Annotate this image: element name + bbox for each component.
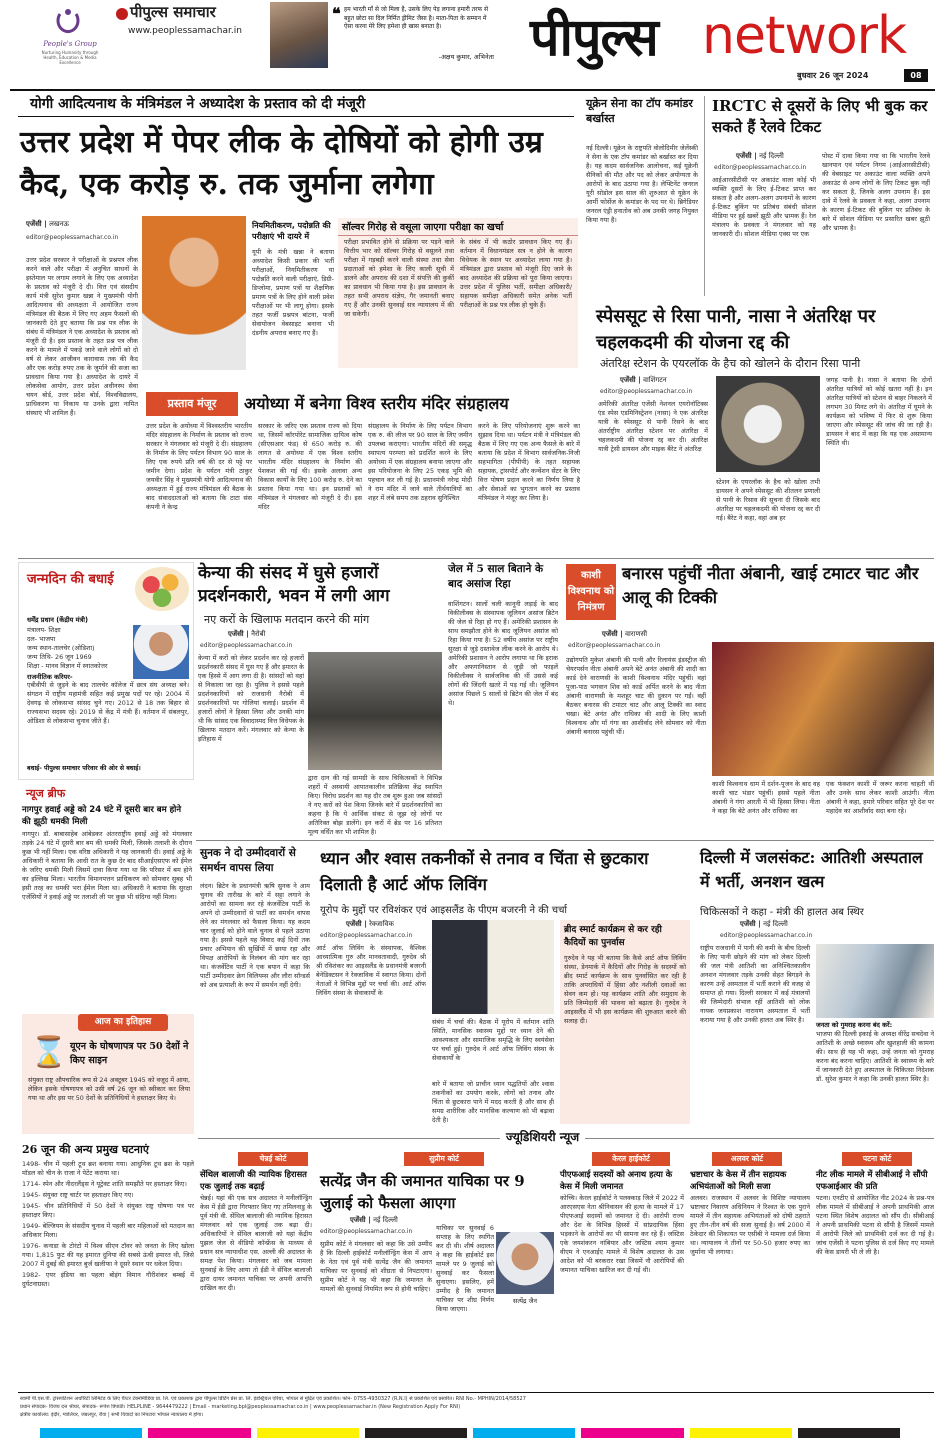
logo-network: network <box>702 6 907 66</box>
lead-city: लखनऊ <box>49 220 69 228</box>
ayodhya-label: प्रस्ताव मंजूर <box>146 392 238 416</box>
sc-body2: याचिका पर सुनवाई 6 सप्ताह के लिए स्थगित कर दी थी। शीर्ष अदालत ने कहा कि हाईकोर्ट इस मामले पर 9 जुलाई को सुनवाई कर फैसला सुनाएगा। इसलिए, हमें उम्मीद है कि जमानत याचिका पर शीघ्र निर्णय किया जाएगा। <box>436 1224 494 1313</box>
ambani-body: उद्योगपति मुकेश अंबानी की पत्नी और रिलायंस इंडस्ट्रीज की चेयरपर्सन नीता अंबानी अपने बेटे अनंत अंबानी की शादी का कार्ड देने वाराणसी के काशी विश्वनाथ मंदिर पहुंचीं। वहां पूजा-पाठ भगवान शिव को कार्ड अर्पित करने के बाद नीता अंबानी वाराणसी के मशहूर चाट की दुकान पर गईं। वहीं बैठकर बनारस की टमाटर चाट और आलू टिक्की का स्वाद चखा। बेटे अनंत और राधिका की शादी के लिए काशी विश्वनाथ और माँ गंगा का आशीर्वाद लेने सोमवार को नीता अंबानी बनारस पहुंची थीं। <box>566 656 706 736</box>
news-brief-headline: नागपुर हवाई अड्डे को 24 घंटे में दूसरी बार बम होने की झूठी धमकी मिली <box>22 805 182 827</box>
sc-email[interactable]: editor@peoplessamachar.co.in <box>320 1228 413 1235</box>
aol-col3: बारे में बताया जो प्राचीन ध्यान पद्धतियों और श्वास तकनीकों का उपयोग करके, लोगों को तनाव और चिंता से छुटकारा पाने में मदद करती है और साथ ही समग्र शारीरिक और मानसिक कल्याण को भी बढ़ावा देती है। <box>432 1080 554 1124</box>
birthday-title: जन्मदिन की बधाई <box>27 572 114 587</box>
ambani-label: काशी विश्वनाथ को निमंत्रण <box>566 564 616 620</box>
kenya-col2: द्वारा दान की गई सामग्री के साथ चिकित्सकों ने विभिन्न शहरों में अस्थायी आपातकालीन प्रतिक्रिया केंद्र स्थापित किए। विरोध प्रदर्शन का यह दौर तब शुरू हुआ जब सांसदों ने नए करों को पेश किया जिनके बारे में प्रदर्शनकारियों का कहना है कि ये आर्थिक संकट से जूझ रहे लोगों पर अतिरिक्त बोझ डालेंगे। इन करों में ब्रेड पर 16 प्रतिशत मूल्य वर्धित कर भी शामिल है। <box>308 774 442 836</box>
byline-separator: | <box>638 376 644 384</box>
patna-label: पटना कोर्ट <box>842 1152 912 1166</box>
delhi-byline <box>740 920 788 929</box>
solver-box-head: सॉल्वर गिरोह से वसूला जाएगा परीक्षा का खर्चा <box>338 218 578 236</box>
kenya-email[interactable]: editor@peoplessamachar.co.in <box>200 642 293 649</box>
footer-rule <box>18 1392 934 1393</box>
footer-line3: क्षेत्रीय कार्यालय: इंदौर, ग्वालियर, जबलपुर, रीवा | सभी विवादों का निपटारा भोपाल न्यायालय में होगा। <box>20 1412 204 1418</box>
ayodhya-headline: अयोध्या में बनेगा विश्व स्तरीय मंदिर संग्रहालय <box>244 394 509 413</box>
ukraine-headline: यूक्रेन सेना का टॉप कमांडर बर्खास्त <box>586 97 693 125</box>
spacex-col1: अमेरिकी अंतरिक्ष एजेंसी नेशनल एयरोनॉटिक्स एंड स्पेस एडमिनिस्ट्रेशन (नासा) ने एक अंतरिक्ष यात्री के स्पेससूट से पानी रिसने के बाद अंतर्राष्ट्रीय अंतरिक्ष स्टेशन पर अंतरिक्ष में चहलकदमी की योजना रद्द कर दी। अंतरिक्ष यात्री ट्रेसी डायसन और माइक बैरेट ने अंतरिक्ष <box>598 400 708 453</box>
pradhan-photo <box>133 625 189 679</box>
alwar-label: अलवर कोर्ट <box>712 1152 782 1166</box>
history-event: 1949- बेल्जियम के संसदीय चुनाव में पहली बार महिलाओं को मतदान का अधिकार मिला। <box>22 1222 194 1239</box>
kicker-rule <box>18 116 574 117</box>
quote-mark: ❝ <box>332 4 341 23</box>
group-tagline: Nurturing Humanity through Health, Education & Media Excellence <box>41 50 99 65</box>
history-box <box>22 1014 194 1134</box>
irctc-email[interactable]: editor@peoplessamachar.co.in <box>714 164 807 171</box>
delhi-col2: भाजपा की दिल्ली इकाई के अध्यक्ष वीरेंद्र सचदेवा ने आतिशी के अच्छे स्वास्थ्य और खुशहाली की कामना की। साथ ही यह भी कहा, उन्हें जनता को गुमराह करना बंद करना चाहिए। आतिशी के स्वास्थ्य के बारे में जानकारी देते हुए अस्पताल के चिकित्सा निदेशक डॉ. सुरेश कुमार ने कहा कि उनकी हालत स्थिर है। <box>816 1030 934 1083</box>
birthday-footer: बधाई- पीपुल्स समाचार परिवार की ओर से बधाई। <box>27 765 141 772</box>
news-brief-body: नागपुर। डॉ. बाबासाहेब आंबेडकर अंतरराष्ट्रीय हवाई अड्डे को मंगलवार तड़के 24 घंटे में दूसरी बार बम की धमकी मिली, जिसके तलाशी के दौरान कुछ भी नहीं मिला। एक वरिष्ठ अधिकारी ने यह जानकारी दी। हवाई अड्डे के अधिकारी ने बताया कि आधी रात के कुछ देर बाद सीआईएसएफ को ईमेल के जरिए धमकी मिली जिसमें दावा किया गया था कि परिसर में बम होने का इल्लिख मिला। भारतीय विमानपत्तन प्राधिकरण को सोमवार सुबह भी इसी तरह का धमकी भरा ईमेल मिला था। अधिकारी ने बताया कि सुरक्षा एजेंसियों ने हवाई अड्डे पर तलाशी ली पर कुछ भी संदिग्ध नहीं मिला। <box>22 830 192 901</box>
delhi-city: नई दिल्ली <box>763 920 788 928</box>
solver-box-col2: के संबंध में भी कठोर प्रावधान किए गए हैं। वर्तमान में विधानमंडल सत्र न होने के कारण विधेयक के स्थान पर अध्यादेश लाया गया है। मंत्रिमंडल द्वारा प्रस्ताव को मंजूरी दिए जाने के बाद अध्यादेश की प्रक्रिया को पूरा किया जाएगा। उत्तर प्रदेश में पुलिस भर्ती, समीक्षा अधिकारी/सहायक समीक्षा अधिकारी समेत अनेक भर्ती परीक्षाओं के प्रश्न पत्र लीक हो चुके हैं। <box>460 238 572 309</box>
solver-box-col1: परीक्षा प्रभावित होने से प्रक्रिया पर पड़ने वाले वित्तीय भार को सॉल्वर गिरोह से वसूलने तथा परीक्षा में गड़बड़ी करने वाली संस्था तथा सेवा प्रदाताओं को हमेशा के लिए काली सूची में डालने और अपराध की दशा में संपत्ति की कुर्की का प्रावधान भी किया गया है। इस प्रावधान के तहत सभी अपराध संज्ञेय, गैर जमानती बनाए गए हैं और उनकी सुनवाई सत्र न्यायालय में की जा सकेगी। <box>344 238 454 318</box>
logo-hindi: पीपुल्स <box>530 8 658 68</box>
ayodhya-col3: संग्रहालय के निर्माण के लिए पर्यटन विभाग एक रु. की लीज पर 90 साल के लिए जमीन उपलब्ध कराएगा। भारतीय मंदिरों की समृद्ध स्थापत्य परम्परा को प्रदर्शित करने के लिए अयोध्या में एक संग्रहालय बनाया जाएगा और इस परियोजना के लिए 25 एकड़ भूमि की पहचान कर ली गई है। प्रधानमंत्री नरेन्द्र मोदी ने राम मंदिर में जाने वाले तीर्थयात्रियों का शहर में लंबे समय तक ठहराव सुनिश्चित <box>368 422 472 502</box>
aol-email[interactable]: editor@peoplessamachar.co.in <box>320 932 413 939</box>
ambani-photo <box>712 642 934 776</box>
byline-separator: | <box>364 920 370 928</box>
kenya-agency: एजेंसी <box>228 630 244 638</box>
ukraine-body: नई दिल्ली। यूक्रेन के राष्ट्रपति वोलोदिमीर जेलेंस्की ने सेना के एक टॉप कमांडर को बर्खास्त कर दिया है। यह कदम सार्वजनिक आलोचना, कई यूक्रेनी सैनिकों की मौत और पद को लेकर अयोग्यता के आरोपों के बाद उठाया गया है। लेफ्टिनेंट जनरल यूरी सोडोल इस साल की शुरुआत से यूक्रेन के आर्मी फोर्सेज के कमांडर के पद पर थे। ब्रिगेडियर जनरल एंड्री हनातोव को अब उनकी जगह नियुक्त किया गया है। <box>586 144 698 224</box>
history-title: आज का इतिहास <box>78 1014 168 1031</box>
color-swatch <box>40 1428 142 1438</box>
spacex-col2: स्टेशन के एयरलॉक के हैच को खोला तभी डायसन ने अपने स्पेससूट की शीतलन प्रणाली से पानी के रिसाव की सूचना दी जिसके बाद अंतरिक्ष पर चहलकदमी की योजना रद्द कर दी गई। बैरेट ने कहा, वहां अब हर <box>716 478 820 522</box>
footer-line2: प्रधान संपादक- विजय दत्त श्रीधर, संपादक- रूपेश त्रिपाठी। HELPLINE - 9644479222 | Email - marketing.bpl@peoplessamachar.co.in | www.peoplessamachar.in (New Registration Apply For RNI) <box>20 1404 461 1410</box>
judiciary-title: ज्यूडिशियरी न्यूज <box>500 1128 585 1145</box>
group-name: People's Group <box>43 40 97 48</box>
irctc-col2: पोस्ट में दावा किया गया था कि भारतीय रेलवे खानपान एवं पर्यटन निगम (आईआरसीटीसी) की वेबसाइट पर अकाउंट वाला व्यक्ति अपने अकाउंट से अन्य लोगों के लिए टिकट बुक नहीं कर सकता है, जिनके अलग उपनाम हैं। इस दावे में रेलवे के प्रवक्ता ने कहा, अलग उपनाम के कारण ई-टिकट की बुकिंग पर प्रतिबंध के बारे में सोशल मीडिया पर प्रसारित खबर झूठी और भ्रामक है। <box>822 152 930 232</box>
color-swatch <box>473 1428 575 1438</box>
history-headline: यूएन के घोषणापत्र पर 50 देशों ने किए साइन <box>70 1041 189 1066</box>
alwar-body: अलवर। राजस्थान में अलवर के विशिष्ट न्यायालय भ्रष्टाचार निवारण अधिनियम ने रिश्वत के एक पुराने मामले में तीन सहायक अभियंताओं को दोषी ठहराते हुए तीन-तीन वर्ष की सजा सुनाई है। वर्ष 2000 में ठेकेदार की शिकायत पर एसीबी ने मामला दर्ज किया था। न्यायालय ने तीनों पर 50-50 हजार रुपए का जुर्माना भी लगाया। <box>690 1194 810 1256</box>
masthead <box>0 0 945 92</box>
history-events-head: 26 जून की अन्य प्रमुख घटनाएं <box>22 1143 149 1156</box>
ambani-agency: एजेंसी <box>602 630 618 638</box>
spacex-agency: एजेंसी <box>620 376 636 384</box>
delhi-col1: राष्ट्रीय राजधानी में पानी की कमी के बीच दिल्ली के लिए पानी छोड़ने की मांग को लेकर दिल्ली की जल मंत्री आतिशी का अनिश्चितकालीन अनशन मंगलवार तड़के उनकी सेहत बिगड़ने के कारण उन्हें अस्पताल में भर्ती कराने की वजह से समाप्त हो गया। दिल्ली सरकार में कई मंत्रालयों की जिम्मेदारी संभाल रहीं आतिशी को लोक नायक जयप्रकाश नारायण अस्पताल में भर्ती कराया गया है और उनकी हालत अब स्थिर है। <box>700 944 810 1024</box>
jain-caption: सत्येंद्र जैन <box>513 1297 537 1305</box>
chennai-head: सेंथिल बालाजी की न्यायिक हिरासत एक जुलाई तक बढ़ाई <box>200 1169 307 1191</box>
patna-body: पटना। एनटीए से आयोजित नीट 2024 के प्रश्न-पत्र लीक मामले में सीबीआई ने अपनी प्राथमिकी आज पटना स्थित विशेष अदालत को सौंप दी। सीबीआई ने अपनी प्राथमिकी पटना से सौंपी है जिसमें मामले में आरोपी जिले को प्राथमिकी दर्ज कर दी गई है। जांच एजेंसी ने पटना पुलिस से दर्ज किए गए मामले की केस डायरी भी ले ली है। <box>816 1194 934 1256</box>
sc-city: नई दिल्ली <box>373 1216 398 1224</box>
byline-separator: | <box>754 152 760 160</box>
page-number: 08 <box>904 69 928 82</box>
solver-box <box>338 218 578 368</box>
aol-col1: आर्ट ऑफ लिविंग के संस्थापक, वैश्विक आध्यात्मिक गुरु और मानवतावादी, गुरुदेव श्री श्री रविशंकर का आइसलैंड के प्रधानमंत्री बजरनी बेनेडिक्टसन ने रेक्जाविक में स्वागत किया। दोनों नेताओं ने विभिन्न मुद्दों पर चर्चा की। आर्ट ऑफ लिविंग संस्था के सेवाकार्यों के <box>316 944 426 997</box>
right-divider <box>704 96 705 296</box>
sc-agency: एजेंसी <box>350 1216 366 1224</box>
ambani-email[interactable]: editor@peoplessamachar.co.in <box>568 642 661 649</box>
assange-body: वाशिंगटन। सालों चली कानूनी लड़ाई के बाद विकीलीक्स के संस्थापक जूलियन असांज ब्रिटेन की जेल से रिहा हो गए हैं। अमेरिकी प्रशासन के साथ समझौता होने के बाद जूलियन असांज को रिहा किया गया है। 52 वर्षीय असांज पर राष्ट्रीय सुरक्षा से जुड़े दस्तावेज लीक करने के आरोप थे। अमेरिकी प्रशासन ने आरोप लगाया था कि इराक और अफगानिस्तान से जुड़ी जो फाइलें विकीलीक्स ने सार्वजनिक की थीं उससे कई लोगों की जिंदगी खतरे में पड़ गई थी। जूलियन असांज पिछले 5 सालों से ब्रिटेन की जेल में बंद थे। <box>448 600 558 707</box>
alwar-head: भ्रष्टाचार के केस में तीन सहायक अभियंताओं को मिली सजा <box>690 1169 787 1191</box>
history-event: 1976- कनाडा के टोरंटो में विश्व सीएन टॉवर को जनता के लिए खोला गया। 1,815 फुट की यह इमारत दुनिया की सबसे ऊंची इमारत थी, जिसे 2007 में दुबई की इमारत बुर्ज खलीफा ने दूसरे स्थान पर धकेल दिया। <box>22 1242 194 1268</box>
side-body: यूपी के मंत्री खन्ना ने बताया अध्यादेश किसी प्रकार की भर्ती परीक्षाओं, नियमितीकरण या पदोन्नति करने वाली परीक्षाएं, डिग्री-डिप्लोमा, प्रमाण पत्रों या शैक्षणिक प्रमाण पत्रों के लिए होने वाली प्रवेश परीक्षाओं पर भी लागू होगा। इसके तहत फर्जी प्रश्नपत्र बांटना, फर्जी सेवायोजन वेबसाइट बनाना भी दंडनीय अपराध बनाए गए हैं। <box>252 248 334 337</box>
side-head: नियमितीकरण, पदोन्नति की परीक्षाएं भी दायरे में <box>252 221 331 241</box>
birthday-education: शिक्षा - मानव विज्ञान में स्नातकोत्तर <box>27 662 108 670</box>
irctc-headline: IRCTC से दूसरों के लिए भी बुक कर सकते हैं रेलवे टिकट <box>712 97 928 136</box>
peoples-samachar-logo-mark <box>116 8 128 20</box>
ayodhya-col1: उत्तर प्रदेश के अयोध्या में विश्वस्तरीय भारतीय मंदिर संग्रहालय के निर्माण के प्रस्ताव को राज्य सरकार ने मंगलवार को मंजूरी दे दी। संग्रहालय के निर्माण के लिए पर्यटन विभाग 90 साल के लिए एक रुपये प्रति वर्ष की दर से पट्टे पर जमीन देगा। प्रदेश के पर्यटन मंत्री ठाकुर जयवीर सिंह ने मुख्यमंत्री योगी आदित्यनाथ की अध्यक्षता में हुई राज्य मंत्रिमंडल की बैठक के बाद संवाददाताओं को बताया कि टाटा संस कंपनी ने केन्द्र <box>146 422 252 511</box>
color-swatch <box>148 1428 250 1438</box>
history-event: 1498- चीन में पहली टूथ ब्रश बनाया गया। आधुनिक टूथ ब्रश के पहले मॉडल को चीन के राजा ने पेटेंट कराया था। <box>22 1160 194 1177</box>
jain-photo <box>496 1232 554 1294</box>
history-body: संयुक्त राष्ट्र औपचारिक रूप से 24 अक्टूबर 1945 को वजूद में आया, लेकिन इसके घोषणापत्र को उसी वर्ष 26 जून को स्वीकार कर लिया गया था और इस पर 50 देशों के प्रतिनिधियों ने हस्ताक्षर किए थे। <box>28 1076 190 1102</box>
patna-head: नीट लीक मामले में सीबीआई ने सौंपी एफआईआर की प्रति <box>816 1169 928 1191</box>
color-swatch <box>798 1428 900 1438</box>
ayodhya-col2: सरकार के जरिए एक प्रस्ताव राज्य को दिया था, जिसमें कॉरपोरेट सामाजिक दायित्व कोष (सीएसआर फंड) से 650 करोड़ रु. की लागत से अयोध्या में एक विश्व स्तरीय भारतीय मंदिर संग्रहालय के निर्माण की पेशकश की गई थी। इसके अलावा अन्य विकास कार्यों के लिए 100 करोड़ रु. देने का प्रस्ताव किया गया था। इन प्रस्तावों को मंत्रिमंडल ने मंगलवार को मंजूरी दे दी। इस मंदिर <box>258 422 362 511</box>
ambani-headline: बनारस पहुंचीं नीता अंबानी, खाई टमाटर चाट और आलू की टिक्की <box>622 564 919 607</box>
ambani-caption2: एक फंक्शन काशी में जरूर करना चाहती थीं और उनके साथ लेकर काशी आउंगी। नीता अंबानी ने कहा, हमारे परिवार सहित पूरे देश पर महादेव का आशीर्वाद सदा बना रहे। <box>826 780 934 815</box>
lead-agency: एजेंसी <box>26 220 42 228</box>
birthday-body: एबीवीपी से जुड़ने के बाद तालचेर कॉलेज में छात्र संघ अध्यक्ष बने। संगठन में राष्ट्रीय महामंत्री सहित कई प्रमुख पदों पर रहे। 2004 में देवगढ़ से लोकसभा सांसद चुने गए। 2012 से 18 तक बिहार से राज्यसभा सदस्य रहे। 2019 से केंद्र में मंत्री हैं। वर्तमान में संबलपुर, ओडिशा से लोकसभा चुनाव जीते हैं। <box>27 681 189 725</box>
aol-box <box>560 920 690 1124</box>
paper-name: पीपुल्स समाचार <box>130 3 216 21</box>
quote-text: हम भारती माँ से जो मिला है, उसके लिए पेड़ लगाना हमारी तरफ से बहुत छोटा सा दिल निर्मित ड्रीमिट जैसा है। माता-पिता के सम्मान में ऐसा करना मेरे लिए हमेशा ही खास बनाता है। <box>344 6 489 30</box>
lead-byline <box>26 220 146 229</box>
atishi-photo <box>816 944 934 1018</box>
birthday-box <box>18 562 194 780</box>
sc-byline <box>350 1216 398 1225</box>
kenya-sub: नए करों के खिलाफ मतदान करने की मांग <box>204 613 370 626</box>
lead-headline: उत्तर प्रदेश में पेपर लीक के दोषियों को होगी उम्र कैद, एक करोड़ रु. तक जुर्माना लगेगा <box>20 125 543 202</box>
chennai-label: चेन्नई कोर्ट <box>238 1152 308 1166</box>
footer-line1: स्वामी पी.एस.पी. ट्रांसपोर्टेशन अथॉरिटी लिमिटेड के लिए चैप्टर टेक्नोमीडिया प्रा. लि. एवं प्रकाशक द्वारा पीपुल्स प्रिंटिंग प्रेस प्रा. लि. इंडस्ट्रियल एरिया, भोपाल से मुद्रित एवं प्रकाशित। फोन- 0755-4930327 (R.N.I) से प्रकाशित एवं प्रसारित। RNI No.- MPHIN/2014/58527 <box>20 1396 526 1402</box>
aol-box-head: ब्रीद स्मार्ट कार्यक्रम से कर रही कैदियों का पुनर्वास <box>564 925 662 948</box>
issue-date: बुधवार 26 जून 2024 <box>797 71 869 80</box>
birthday-ministry: मंत्रालय- शिक्षा <box>27 626 61 634</box>
spacesuit-photo <box>716 376 820 472</box>
aol-headline: ध्यान और श्वास तकनीकों से तनाव व चिंता से छुटकारा दिलाती है आर्ट ऑफ लिविंग <box>320 849 649 894</box>
peoples-group-logo <box>54 6 82 38</box>
delhi-sub: चिकित्सकों ने कहा - मंत्री की हालत अब स्थिर <box>700 907 864 918</box>
delhi-photo-caption: जनता को गुमराह करना बंद करें: <box>816 1021 893 1029</box>
sunak-body: लंदन। ब्रिटेन के प्रधानमंत्री ऋषि सुनक ने आम चुनाव की तारीख के बारे में सट्टा लगाने के आरोपों का सामना कर रहे कंजर्वेटिव पार्टी के अपने दो उम्मीदवारों से पार्टी का समर्थन वापस लेने का मंगलवार को फैसला किया। यह कदम चार जुलाई को होने वाले चुनाव से पहले उठाया गया है। इससे पहले यह विवाद कई दिनों तक प्रचार अभियान की सुर्खियों में छाया रहा और विपक्ष आरोपियों के निलंबन की मांग कर रहा था। कंजर्वेटिव पार्टी ने एक बयान में कहा कि पार्टी उम्मीदवार क्रेग विलियम्स और लौरा सॉन्डर्स को अब प्रत्याशी के रूप में समर्थन नहीं देगी। <box>200 882 310 989</box>
byline-separator: | <box>368 1216 374 1224</box>
kerala-head: पीएफआई सदस्यों को अनाथ हत्या के केस में मिली जमानत <box>560 1169 673 1191</box>
kenya-photo <box>308 652 442 770</box>
aol-sub: यूरोप के मुद्दों पर रविशंकर एवं आइसलैंड के पीएम बजरनी ने की चर्चा <box>320 905 568 916</box>
print-registration-marks <box>40 1428 900 1438</box>
birthday-name: धर्मेंद्र प्रधान (केंद्रीय मंत्री) <box>27 616 88 624</box>
aol-byline <box>346 920 394 929</box>
history-event: 1982- एयर इंडिया का पहला बोइंग विमान गौरीशंकर बम्बई में दुर्घटनाग्रस्त। <box>22 1271 194 1288</box>
chennai-body: चेन्नई। यहां की एक सत्र अदालत ने मनीलॉन्ड्रिंग केस में ईडी द्वारा गिरफ्तार किए गए तमिलनाडु के पूर्व मंत्री वी. सेंथिल बालाजी की न्यायिक हिरासत मंगलवार को एक जुलाई तक बढ़ा दी। अधिकारियों ने सेंथिल बालाजी को यहां केंद्रीय पुझल जेल से वीडियो कॉन्फ्रेंस के माध्यम से प्रधान सत्र न्यायाधीश एस. अल्ली की अदालत के समक्ष पेश किया। मंगलवार को जब मामला सुनवाई के लिए आया तो ईडी ने सेंथिल बालाजी द्वारा दायर जमानत याचिका पर अपनी आपत्ति दाखिल कर दी। <box>200 1194 312 1292</box>
irctc-agency: एजेंसी <box>736 152 752 160</box>
history-event: 1945- चीन प्रतिनिधियों में 50 देशों ने संयुक्त राष्ट्र घोषणा पत्र पर हस्ताक्षर किए। <box>22 1202 194 1219</box>
kenya-headline: केन्या की संसद में घुसे हजारों प्रदर्शनकारी, भवन में लगी आग <box>198 563 390 606</box>
delhi-email[interactable]: editor@peoplessamachar.co.in <box>720 932 813 939</box>
kenya-city: नैरोबी <box>251 630 266 638</box>
ambani-byline <box>602 630 647 639</box>
lead-body: उत्तर प्रदेश सरकार ने परीक्षाओं के प्रश्नपत्र लीक करने वाले और परीक्षा में अनुचित साधनों के इस्तेमाल पर लगाम लगाने के लिए एक अध्यादेश के प्रस्ताव को मंजूरी दे दी। वित्त एवं संसदीय कार्य मंत्री सुरेश कुमार खन्ना ने मुख्यमंत्री योगी आदित्यनाथ की अध्यक्षता में आयोजित राज्य मंत्रिमंडल की बैठक में लिए गए अहम फैसलों की जानकारी देते हुए बताया कि प्रश्न पत्र लीक के संबंध में मंत्रिमंडल ने एक अध्यादेश के प्रस्ताव को मंजूरी दी है। इस प्रस्ताव के तहत प्रश्न पत्र लीक करने के मामले में पकड़े जाने वाले लोगों को दो वर्ष से लेकर आजीवन कारावास तक की कैद और एक करोड़ रुपए तक के जुर्माने की सजा का प्रावधान किया गया है। अध्यादेश के दायरे में लोकसेवा आयोग, उत्तर प्रदेश अधीनस्थ सेवा चयन बोर्ड, उत्तर प्रदेश बोर्ड, विश्वविद्यालय, प्राधिकरण या निकाय या उनके द्वारा नामित संस्थाएं भी शामिल हैं। <box>26 256 138 417</box>
byline-separator: | <box>246 630 252 638</box>
ambani-caption1: काशी विश्वनाथ धाम में दर्शन-पूजन के बाद वह काशी चाट भंडार पहुंचीं। इससे पहले नीता अंबानी ने गंगा आरती में भी हिस्सा लिया। नीता ने कहा कि बेटे अनंत और राधिका का <box>712 780 820 815</box>
news-brief-title: न्यूज ब्रीफ <box>26 787 66 800</box>
birthday-birthplace: जन्म स्थान-तालचेर (ओडिशा) <box>27 644 95 652</box>
birthday-party: दल- भाजपा <box>27 635 56 643</box>
color-swatch <box>581 1428 683 1438</box>
delhi-agency: एजेंसी <box>740 920 756 928</box>
history-event: 1714- स्पेन और नीदरलैंड्स ने यूट्रेक्ट शांति समझौते पर हस्ताक्षर किए। <box>22 1180 187 1188</box>
byline-separator: | <box>44 220 50 228</box>
spacex-city: वाशिंगटन <box>643 376 667 384</box>
kenya-byline <box>228 630 265 639</box>
aol-agency: एजेंसी <box>346 920 362 928</box>
byline-separator: | <box>758 920 764 928</box>
hourglass-icon: ⌛ <box>30 1035 68 1070</box>
spacex-sub: अंतरिक्ष स्टेशन के एयरलॉक के हैच को खोलने के दौरान रिसा पानी <box>600 357 861 370</box>
section-rule-1 <box>18 558 934 559</box>
color-swatch <box>690 1428 792 1438</box>
sunak-headline: सुनक ने दो उम्मीदवारों से समर्थन वापस लिया <box>200 847 296 874</box>
assange-headline: जेल में 5 साल बिताने के बाद असांज रिहा <box>448 563 544 590</box>
ambani-city: वाराणसी <box>625 630 648 638</box>
section-rule-2 <box>196 840 934 841</box>
aol-box-body: गुरुदेव ने यह भी बताया कि कैसे आर्ट ऑफ लिविंग संस्था, डेनमार्क में कैदियों और गिरोह के सदस्यों को ब्रीद स्मार्ट कार्यक्रम के साथ पुनर्वासित कर रही है ताकि अपराधियों में हिंसा और नशीली दवाओं का सेवन कम हो। यह कार्यक्रम शांति और समुदाय के प्रति जिम्मेदारी की भावना को बढ़ाता है। गुरुदेव ने आइसलैंड में भी इस कार्यक्रम की शुरुआत करने की सलाह दी। <box>564 954 686 1025</box>
birthday-career-head: राजनीतिक करियर- <box>27 673 73 681</box>
birthday-dob: जन्म तिथि- 26 जून 1969 <box>27 653 92 661</box>
color-swatch <box>257 1428 359 1438</box>
kerala-body: कोच्चि। केरल हाईकोर्ट ने पलक्काड़ जिले में 2022 में आरएसएस नेता श्रीनिवासन की हत्या के मामले में 17 पीएफआई सदस्यों को जमानत दे दी। आरोपी राज्य और देश के विभिन्न हिस्सों में सांप्रदायिक हिंसा भड़काने के आरोपों का भी सामना कर रहे हैं। जस्टिस एके जयशंकरन नांबियार और जस्टिस श्याम कुमार वीएम ने एनआईए मामले में विशेष अदालत के उस आदेश को भी बरकरार रखा जिसमें नौ आरोपियों की जमानत याचिका खारिज कर दी गई थी। <box>560 1194 684 1274</box>
ayodhya-col4: करने के लिए परियोजनाएं शुरू करने का सुझाव दिया था। पर्यटन मंत्री ने मंत्रिमंडल की बैठक में लिए गए एक अन्य फैसले के बारे में बताया कि प्रदेश में विभाग सार्वजनिक-निजी सहभागिता (पीपीपी) के तहत सहायक सहायक, ट्रांसपोर्ट और कन्वेंशन सेंटर के लिए वित्त पोषण प्रदान करने का निर्णय लिया है और सेवाओं का भुगतान करने का प्रस्ताव मंत्रिमंडल ने मंजूर कर लिया है। <box>478 422 580 502</box>
lead-email[interactable]: editor@peoplessamachar.co.in <box>26 234 119 241</box>
aol-city: रेक्जाविक <box>369 920 394 928</box>
kerala-label: केरल हाईकोर्ट <box>592 1152 670 1166</box>
spacex-email[interactable]: editor@peoplessamachar.co.in <box>600 388 693 395</box>
sc-head: सत्येंद्र जैन की जमानत याचिका पर 9 जुलाई को फैसला आएगा <box>320 1172 525 1212</box>
delhi-headline: दिल्ली में जलसंकट: आतिशी अस्पताल में भर्ती, अनशन खत्म <box>700 848 923 891</box>
color-swatch <box>365 1428 467 1438</box>
aol-photo <box>432 920 554 1014</box>
bouquet-icon <box>135 567 189 611</box>
spacex-col3: जगह पानी है। नासा ने बताया कि दोनों अंतरिक्ष यात्रियों को कोई खतरा नहीं है। इन अंतरिक्ष यात्रियों को स्टेशन से बाहर निकलने में लगभग 30 मिनट लगे थे। अंतरिक्ष में घूमने के कार्यक्रम को भविष्य में फिर से शुरू किया जाएगा और स्पेससूट की जांच की जा रही है। डायसन ने बाद में कहा कि यह एक असामान्य स्थिति थी। <box>826 376 932 447</box>
spacex-headline: स्पेससूट से रिसा पानी, नासा ने अंतरिक्ष पर चहलकदमी की योजना रद्द की <box>596 306 876 353</box>
aol-col2: संबंध में चर्चा की। बैठक में यूरोप में वर्तमान शांति स्थिति, मानसिक स्वास्थ्य मुद्दों पर ध्यान देने की आवश्यकता और सामाजिक समृद्धि के लिए स्वयंसेवा पर चर्चा हुई। गुरुदेव ने आर्ट ऑफ लिविंग संस्था के सेवाकार्यों के <box>432 1018 554 1062</box>
history-events <box>22 1160 194 1386</box>
spacex-byline <box>620 376 667 385</box>
akshay-kumar-photo <box>270 2 328 68</box>
byline-separator: | <box>620 630 626 638</box>
irctc-col1: आईआरसीटीसी पर अकाउंट वाला कोई भी व्यक्ति दूसरों के लिए ई-टिकट प्राप्त कर सकता है और अलग-अलग उपनामों के कारण ई-टिकट बुकिंग पर प्रतिबंध संबंधी सोशल मीडिया पर हुई खबरें झूठी और भ्रामक हैं। रेल मंत्रालय के प्रवक्ता ने मंगलवार को यह जानकारी दी। सोशल मीडिया एक्स पर एक <box>712 176 816 238</box>
website[interactable]: www.peoplessamachar.in <box>128 26 242 36</box>
sc-label: सुप्रीम कोर्ट <box>404 1152 484 1166</box>
quote-author: -अक्षय कुमार, अभिनेता <box>438 53 494 61</box>
lead-kicker: योगी आदित्यनाथ के मंत्रिमंडल ने अध्यादेश के प्रस्ताव को दी मंजूरी <box>30 96 366 112</box>
irctc-city: नई दिल्ली <box>759 152 784 160</box>
history-event: 1945- संयुक्त राष्ट्र चार्टर पर हस्ताक्षर किए गए। <box>22 1191 134 1199</box>
kenya-body: केन्या में करों को लेकर प्रदर्शन कर रहे हजारों प्रदर्शनकारी संसद में घुस गए हैं और इमारत के एक हिस्से में आग लगा दी है। सांसदों को वहां से निकाला जा रहा है। पुलिस ने इससे पहले प्रदर्शनकारियों को राजधानी नैरोबी में प्रदर्शनकारियों पर गोलियां चलाई। प्रदर्शन में हजारों लोगों ने हिस्सा लिया और उनकी मांग थी कि सांसद एक विवादास्पद वित्त विधेयक के खिलाफ मतदान करें। मंगलवार को केन्या के इतिहास में <box>198 654 304 743</box>
irctc-byline <box>736 152 784 161</box>
masthead-rule <box>10 89 935 91</box>
sc-body: सुप्रीम कोर्ट ने मंगलवार को कहा कि उसे उम्मीद है कि दिल्ली हाईकोर्ट मनीलॉन्ड्रिंग केस में आप के नेता एवं पूर्व मंत्री सत्येंद्र जैन की जमानत याचिका पर सुनवाई को शीघ्रता से निपटाएगा। सुप्रीम कोर्ट ने यह भी कहा कि जमानत के मामलों की सुनवाई नियमित रूप से होनी चाहिए। <box>320 1240 432 1293</box>
yogi-photo <box>142 216 246 370</box>
